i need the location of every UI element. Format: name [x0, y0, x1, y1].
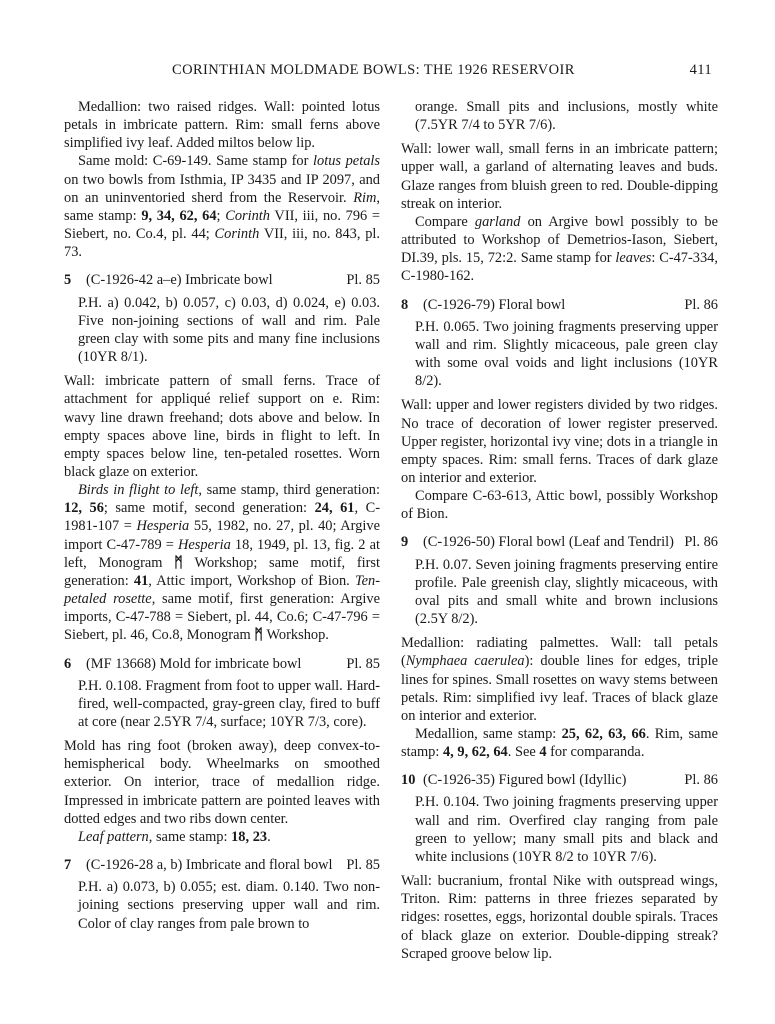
entry-5-description: Wall: imbricate pattern of small ferns. Trace of attachment for appliqué relief support on e. Rim: wavy line drawn freehand; dots above and below. In empty spaces above line, birds in flight to left. In empty spaces below line, ten-petaled rosettes. Worn black glaze on exterior.	[64, 373, 380, 480]
entry-7-heading	[64, 856, 380, 874]
entry-9-heading	[401, 533, 718, 551]
entry-title: (C-1926-79) Floral bowl	[423, 296, 566, 313]
entry-8-heading	[401, 296, 718, 314]
entry-9-description: Medallion: radiating palmettes. Wall: tall petals (Nymphaea caerulea): double lines for edges, triple lines for spines. Small rosettes on wavy stems between petals. Rim: simplified ivy leaf. Traces of black glaze on interior and exterior.	[401, 635, 718, 724]
entry-10-heading	[401, 771, 718, 789]
entry-title: (MF 13668) Mold for imbricate bowl	[86, 655, 302, 672]
entry-7-description: Wall: lower wall, small ferns in an imbricate pattern; upper wall, a garland of alternating leaves and buds. Glaze ranges from bluish green to red. Double-dipping streak on interior.	[401, 141, 718, 212]
plate-reference: Pl. 86	[684, 772, 718, 789]
entry-7-continued: orange. Small pits and inclusions, mostly white (7.5YR 7/4 to 5YR 7/6).	[415, 99, 718, 134]
entry-title: (C-1926-35) Figured bowl (Idyllic)	[423, 772, 627, 789]
entry-title: (C-1926-42 a–e) Imbricate bowl	[86, 272, 273, 289]
entry-9-measurements: P.H. 0.07. Seven joining fragments preserving entire profile. Pale greenish clay, slightly micaceous, with oval pits and small white and brown inclusions (2.5Y 8/2).	[415, 556, 718, 628]
entry-5-measurements: P.H. a) 0.042, b) 0.057, c) 0.03, d) 0.024, e) 0.03. Five non-joining sections of wall and rim. Pale green clay with some pits and many fine inclusions (10YR 8/1).	[78, 294, 380, 366]
intro-paragraph-1: Medallion: two raised ridges. Wall: pointed lotus petals in imbricate pattern. Rim: small ferns above simplified ivy leaf. Added miltos below lip.	[64, 99, 380, 152]
intro-paragraph-2: Same mold: C-69-149. Same stamp for lotus petals on two bowls from Isthmia, IP 3435 and IP 2097, and on an uninventoried sherd from the Reservoir. Rim, same stamp: 9, 34, 62, 64; Corinth VII, iii, no. 796 = Siebert, no. Co.4, pl. 44; Corinth VII, iii, no. 843, pl. 73.	[64, 153, 381, 261]
entry-8-comparanda: Compare C-63-613, Attic bowl, possibly Workshop of Bion.	[401, 488, 718, 523]
entry-number: 8	[401, 296, 409, 313]
entry-6-description: Mold has ring foot (broken away), deep convex-to-hemispherical body. Wheelmarks on smoothed exterior. On interior, trace of medallion ridge. Impressed in imbricate pattern are pointed leaves with dotted edges and two ribs down center.	[64, 738, 380, 827]
entry-8-measurements: P.H. 0.065. Two joining fragments preserving upper wall and rim. Slightly micaceous, pale green clay with some oval voids and light inclusions (10YR 8/2).	[415, 318, 718, 390]
entry-8-description: Wall: upper and lower registers divided by two ridges. No trace of decoration of lower register preserved. Upper register, horizontal ivy vine; dots in a triangle in empty spaces. Rim: small ferns. Traces of dark glaze on interior and exterior.	[401, 397, 718, 486]
entry-title: (C-1926-50) Floral bowl (Leaf and Tendril)	[423, 534, 674, 551]
monogram-symbol: ᛗ	[254, 627, 263, 644]
entry-5-comparanda: Birds in flight to left, same stamp, third generation: 12, 56; same motif, second generation: 24, 61, C-1981-107 = Hesperia 55, 1982, no. 27, pl. 40; Argive import C-47-789 = Hesperia 18, 1949, pl. 13, fig. 2 at left, Monogram ᛗ Workshop; same motif, first generation: 41, Attic import, Workshop of Bion. Ten-petaled rosette, same motif, first generation: Argive imports, C-47-788 = Siebert, pl. 44, Co.6; C-47-796 = Siebert, pl. 46, Co.8, Monogram ᛗ Workshop.	[64, 482, 381, 644]
entry-number: 7	[64, 857, 72, 874]
entry-6-heading	[64, 655, 380, 673]
plate-reference: Pl. 86	[684, 296, 718, 313]
entry-number: 9	[401, 534, 409, 551]
plate-reference: Pl. 85	[346, 272, 380, 289]
entry-number: 10	[401, 772, 416, 789]
entry-6-measurements: P.H. 0.108. Fragment from foot to upper wall. Hard-fired, well-compacted, gray-green clay, fired to buff at core (near 2.5YR 7/4, surface; 10YR 7/3, core).	[78, 677, 380, 730]
running-header	[172, 62, 712, 82]
plate-reference: Pl. 85	[346, 857, 380, 874]
entry-title: (C-1926-28 a, b) Imbricate and floral bowl	[86, 857, 333, 874]
entry-7-comparanda: Compare garland on Argive bowl possibly to be attributed to Workshop of Demetrios-Iason, Siebert, DI.39, pls. 15, 72:2. Same stamp for leaves: C-47-334, C-1980-162.	[401, 213, 718, 285]
monogram-symbol: ᛗ	[174, 554, 183, 571]
entry-number: 5	[64, 272, 72, 289]
entry-9-comparanda: Medallion, same stamp: 25, 62, 63, 66. Rim, same stamp: 4, 9, 62, 64. See 4 for comparanda.	[401, 726, 719, 761]
plate-reference: Pl. 85	[346, 655, 380, 672]
entry-6-comparanda: Leaf pattern, same stamp: 18, 23.	[78, 828, 271, 845]
plate-reference: Pl. 86	[684, 534, 718, 551]
running-title: CORINTHIAN MOLDMADE BOWLS: THE 1926 RESERVOIR	[172, 62, 575, 78]
entry-5-heading	[64, 271, 380, 289]
left-column	[64, 98, 380, 933]
entry-10-measurements: P.H. 0.104. Two joining fragments preserving upper wall and rim. Overfired clay ranging from pale green to yellow; many small pits and black and white inclusions (10YR 8/2 to 10YR 7/6).	[415, 794, 718, 865]
page-number: 411	[689, 62, 712, 78]
entry-number: 6	[64, 655, 72, 672]
right-column	[401, 98, 718, 963]
entry-10-description: Wall: bucranium, frontal Nike with outspread wings, Triton. Rim: patterns in three friezes separated by ridges: rosettes, eggs, horizontal double spirals. Traces of black glaze on exterior. Double-dipping streak? Scraped groove below lip.	[401, 873, 718, 962]
entry-7-measurements: P.H. a) 0.073, b) 0.055; est. diam. 0.140. Two non-joining sections preserving upper wall and rim. Color of clay ranges from pale brown to	[78, 879, 380, 932]
